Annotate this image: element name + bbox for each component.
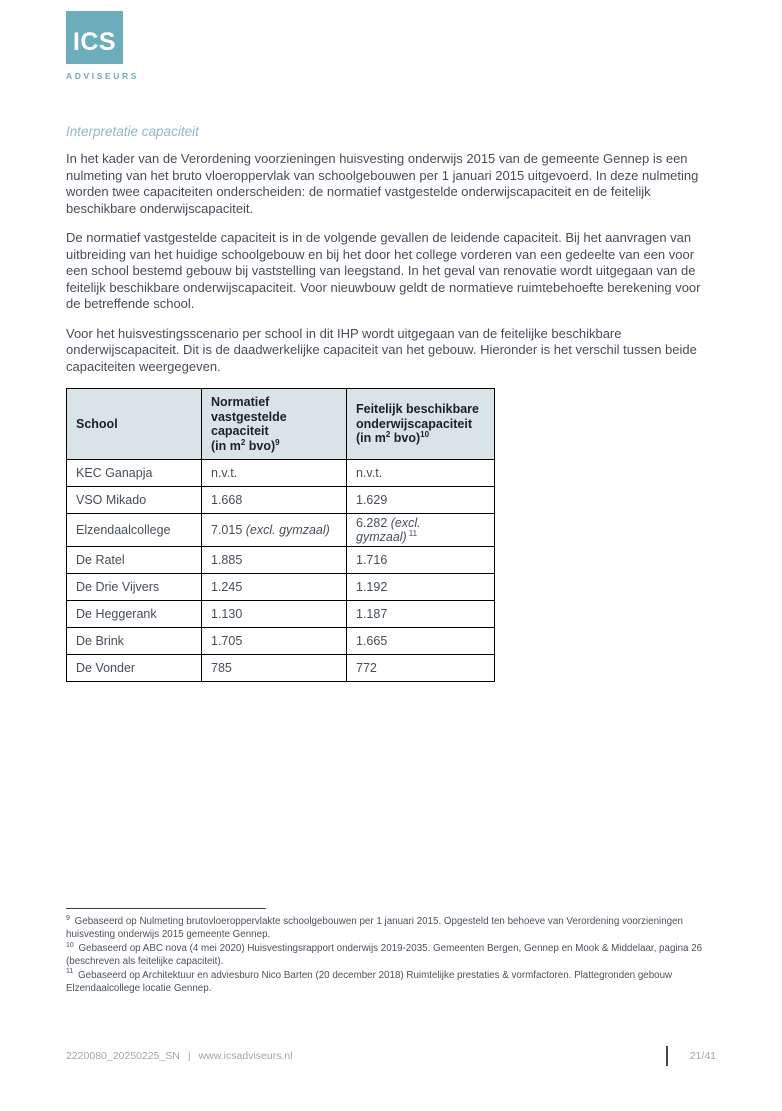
capacity-table-body <box>67 460 495 682</box>
capacity-value-cell: 1.885 <box>202 547 347 574</box>
capacity-value-cell: n.v.t. <box>347 460 495 487</box>
capacity-value-cell: 7.015 (excl. gymzaal) <box>202 514 347 547</box>
school-name-cell: De Heggerank <box>67 601 202 628</box>
school-name-cell: KEC Ganapja <box>67 460 202 487</box>
table-row <box>67 514 495 547</box>
footnote-10: $^{10}$ Gebaseerd op ABC nova (4 mei 2020) Huisvestingsrapport onderwijs 2019-2035. Gemeenten Bergen, Gennep en Mook & Middelaar, pagina 26 (beschreven als feitelijke capaciteit). <box>66 941 703 968</box>
section-heading: Interpretatie capaciteit <box>66 124 199 139</box>
table-header-cell: School <box>67 389 202 460</box>
capacity-value-cell: n.v.t. <box>202 460 347 487</box>
capacity-value-cell: 1.668 <box>202 487 347 514</box>
capacity-value-cell: 1.192 <box>347 574 495 601</box>
school-name-cell: De Ratel <box>67 547 202 574</box>
footnote-9: $^9$ Gebaseerd op Nulmeting brutovloeroppervlakte schoolgebouwen per 1 januari 2015. Opgesteld ten behoeve van Verordening voorzieningen huisvesting onderwijs 2015 gemeente Gennep. <box>66 914 683 941</box>
footer-doc-ref: 2220080_20250225_SN <box>66 1050 180 1062</box>
footer-page-number: 21/41 <box>689 1050 716 1062</box>
footer-separator: | <box>187 1050 191 1062</box>
paragraph-1: In het kader van de Verordening voorzieningen huisvesting onderwijs 2015 van de gemeente Gennep is een nulmeting van het bruto vloeroppervlak van schoolgebouwen per 1 januari 2015 uitgevoerd. In deze nulmeting worden twee capaciteiten onderscheiden: de normatief vastgestelde onderwijscapaciteit en de feitelijk beschikbare onderwijscapaciteit. <box>66 151 699 216</box>
capacity-value-cell: 1.130 <box>202 601 347 628</box>
paragraph-3: Voor het huisvestingsscenario per school in dit IHP wordt uitgegaan van de feitelijke beschikbare onderwijscapaciteit. Dit is de daadwerkelijke capaciteit van het gebouw. Hieronder is het verschil tussen beide capaciteiten weergegeven. <box>66 325 697 374</box>
table-row <box>67 547 495 574</box>
cell-note: (excl. gymzaal) <box>242 523 330 537</box>
capacity-value-cell: 1.245 <box>202 574 347 601</box>
capacity-value-cell: 1.629 <box>347 487 495 514</box>
ics-logo-subtext: ADVISEURS <box>66 71 139 81</box>
footer-right <box>666 1046 716 1066</box>
school-name-cell: De Vonder <box>67 655 202 682</box>
footnotes-block <box>66 908 726 995</box>
cell-note: (excl. gymzaal) <box>356 516 421 544</box>
body-paragraphs <box>66 151 718 375</box>
capacity-table <box>66 388 495 682</box>
capacity-value-cell: 6.282 (excl. gymzaal) $^{11}$ <box>347 514 495 547</box>
table-row <box>67 460 495 487</box>
table-header-cell: Normatief vastgestelde capaciteit (in $m^2$ bvo)$^9$ <box>202 389 347 460</box>
school-name-cell: De Drie Vijvers <box>67 574 202 601</box>
ics-logo-mark <box>66 11 123 64</box>
table-header-cell: Feitelijk beschikbare onderwijscapaciteit (in $m^2$ bvo)$^{10}$ <box>347 389 495 460</box>
capacity-value-cell: 1.187 <box>347 601 495 628</box>
ics-logo <box>66 11 139 81</box>
table-row <box>67 628 495 655</box>
footer-website-link[interactable]: www.icsadviseurs.nl <box>198 1050 293 1062</box>
footnote-divider <box>66 908 266 909</box>
school-name-cell: VSO Mikado <box>67 487 202 514</box>
footer-page-divider <box>666 1046 668 1066</box>
table-row <box>67 601 495 628</box>
capacity-value-cell: 1.716 <box>347 547 495 574</box>
capacity-value-cell: 785 <box>202 655 347 682</box>
body-content <box>66 151 718 682</box>
ics-logo-text: ICS <box>72 28 117 56</box>
table-row <box>67 655 495 682</box>
table-row <box>67 574 495 601</box>
capacity-value-cell: 772 <box>347 655 495 682</box>
footnote-list <box>66 915 726 995</box>
capacity-value-cell: 1.665 <box>347 628 495 655</box>
paragraph-2: De normatief vastgestelde capaciteit is in de volgende gevallen de leidende capaciteit. Bij het aanvragen van uitbreiding van het huidige schoolgebouw en bij het door het college vorderen van een gedeelte van een voor een school bestemd gebouw bij vaststelling van leegstand. In het geval van renovatie wordt uitgegaan van de feitelijk beschikbare onderwijscapaciteit. Voor nieuwbouw geldt de normatieve ruimtebehoefte berekening voor de betreffende school. <box>66 230 701 311</box>
school-name-cell: Elzendaalcollege <box>67 514 202 547</box>
school-name-cell: De Brink <box>67 628 202 655</box>
table-header-row <box>67 389 495 460</box>
page-footer <box>66 1046 716 1066</box>
footer-left <box>66 1050 293 1062</box>
capacity-value-cell: 1.705 <box>202 628 347 655</box>
footnote-11: $^{11}$ Gebaseerd op Architektuur en adviesburo Nico Barten (20 december 2018) Ruimtelijke prestaties & vormfactoren. Plattegronden gebouw Elzendaalcollege locatie Gennep. <box>66 968 673 995</box>
table-row <box>67 487 495 514</box>
capacity-table-header <box>67 389 495 460</box>
